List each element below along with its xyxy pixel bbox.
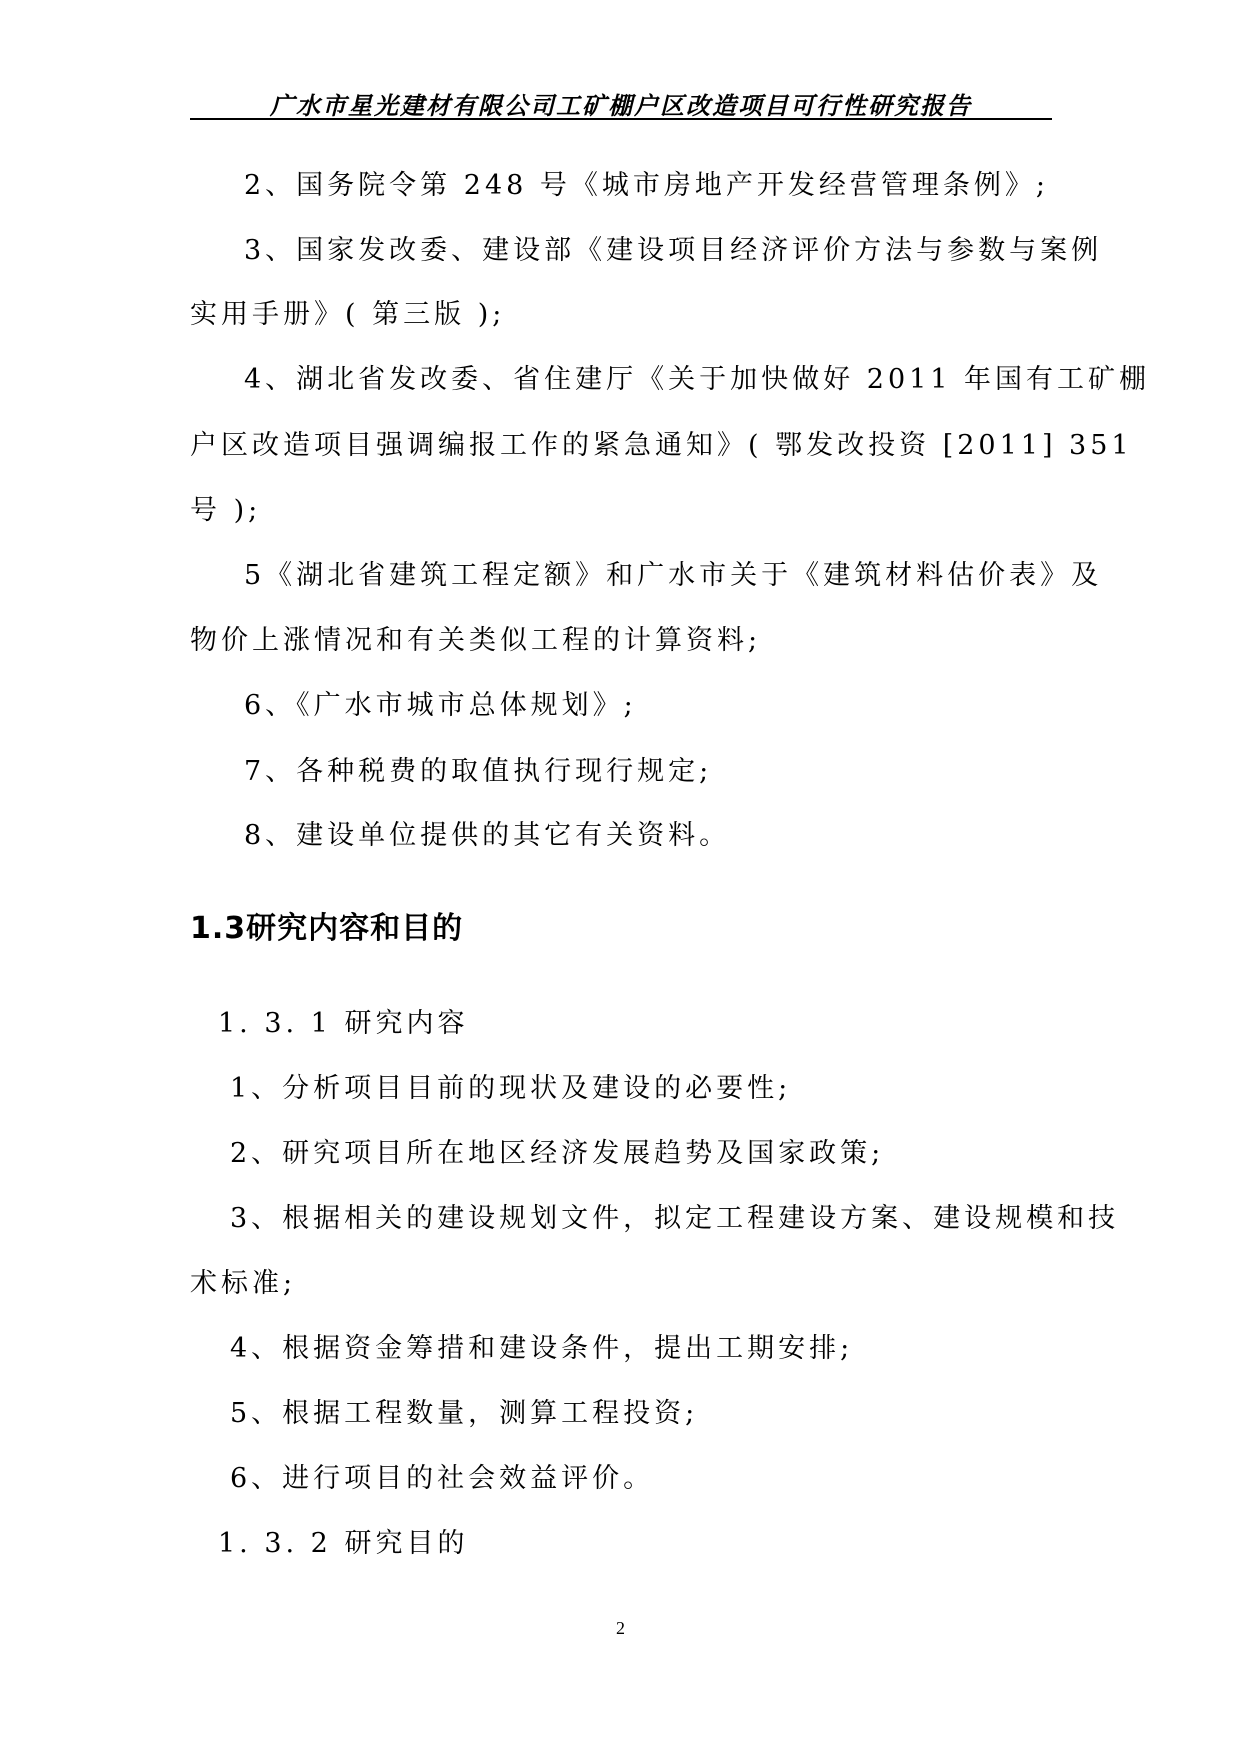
basis-item-5-line-2: 物价上涨情况和有关类似工程的计算资料; [190, 625, 762, 656]
basis-item-3-line-1: 3、国家发改委、建设部《建设项目经济评价方法与参数与案例 [244, 235, 1103, 266]
content-item-4: 4、根据资金筹措和建设条件，提出工期安排; [230, 1333, 854, 1364]
subsection-heading-purpose: 1. 3. 2 研究目的 [218, 1528, 469, 1559]
content-item-5: 5、根据工程数量，测算工程投资; [230, 1398, 699, 1429]
basis-item-7: 7、各种税费的取值执行现行规定; [244, 756, 713, 787]
basis-item-4-line-3: 号 ); [190, 495, 262, 526]
content-item-1: 1、分析项目目前的现状及建设的必要性; [230, 1073, 792, 1104]
basis-item-6: 6、《广水市城市总体规划》; [244, 690, 637, 721]
header-divider [190, 118, 1052, 120]
basis-item-2: 2、国务院令第 248 号《城市房地产开发经营管理条例》; [244, 170, 1049, 201]
basis-item-5-line-1: 5《湖北省建筑工程定额》和广水市关于《建筑材料估价表》及 [244, 560, 1103, 591]
page-number: 2 [616, 1618, 625, 1638]
section-heading: 1.3研究内容和目的 [190, 911, 464, 946]
content-item-3-line-2: 术标准; [190, 1268, 297, 1299]
page-header-title: 广水市星光建材有限公司工矿棚户区改造项目可行性研究报告 [270, 91, 972, 120]
content-item-6: 6、进行项目的社会效益评价。 [230, 1463, 655, 1494]
basis-item-4-line-1: 4、湖北省发改委、省住建厅《关于加快做好 2011 年国有工矿棚 [244, 364, 1151, 395]
subsection-heading-content: 1. 3. 1 研究内容 [218, 1008, 469, 1039]
basis-item-4-line-2: 户区改造项目强调编报工作的紧急通知》( 鄂发改投资 [2011] 351 [190, 430, 1133, 461]
basis-item-3-line-2: 实用手册》( 第三版 ); [190, 299, 506, 330]
content-item-3-line-1: 3、根据相关的建设规划文件，拟定工程建设方案、建设规模和技 [230, 1203, 1120, 1234]
basis-item-8: 8、建设单位提供的其它有关资料。 [244, 820, 731, 851]
content-item-2: 2、研究项目所在地区经济发展趋势及国家政策; [230, 1138, 885, 1169]
